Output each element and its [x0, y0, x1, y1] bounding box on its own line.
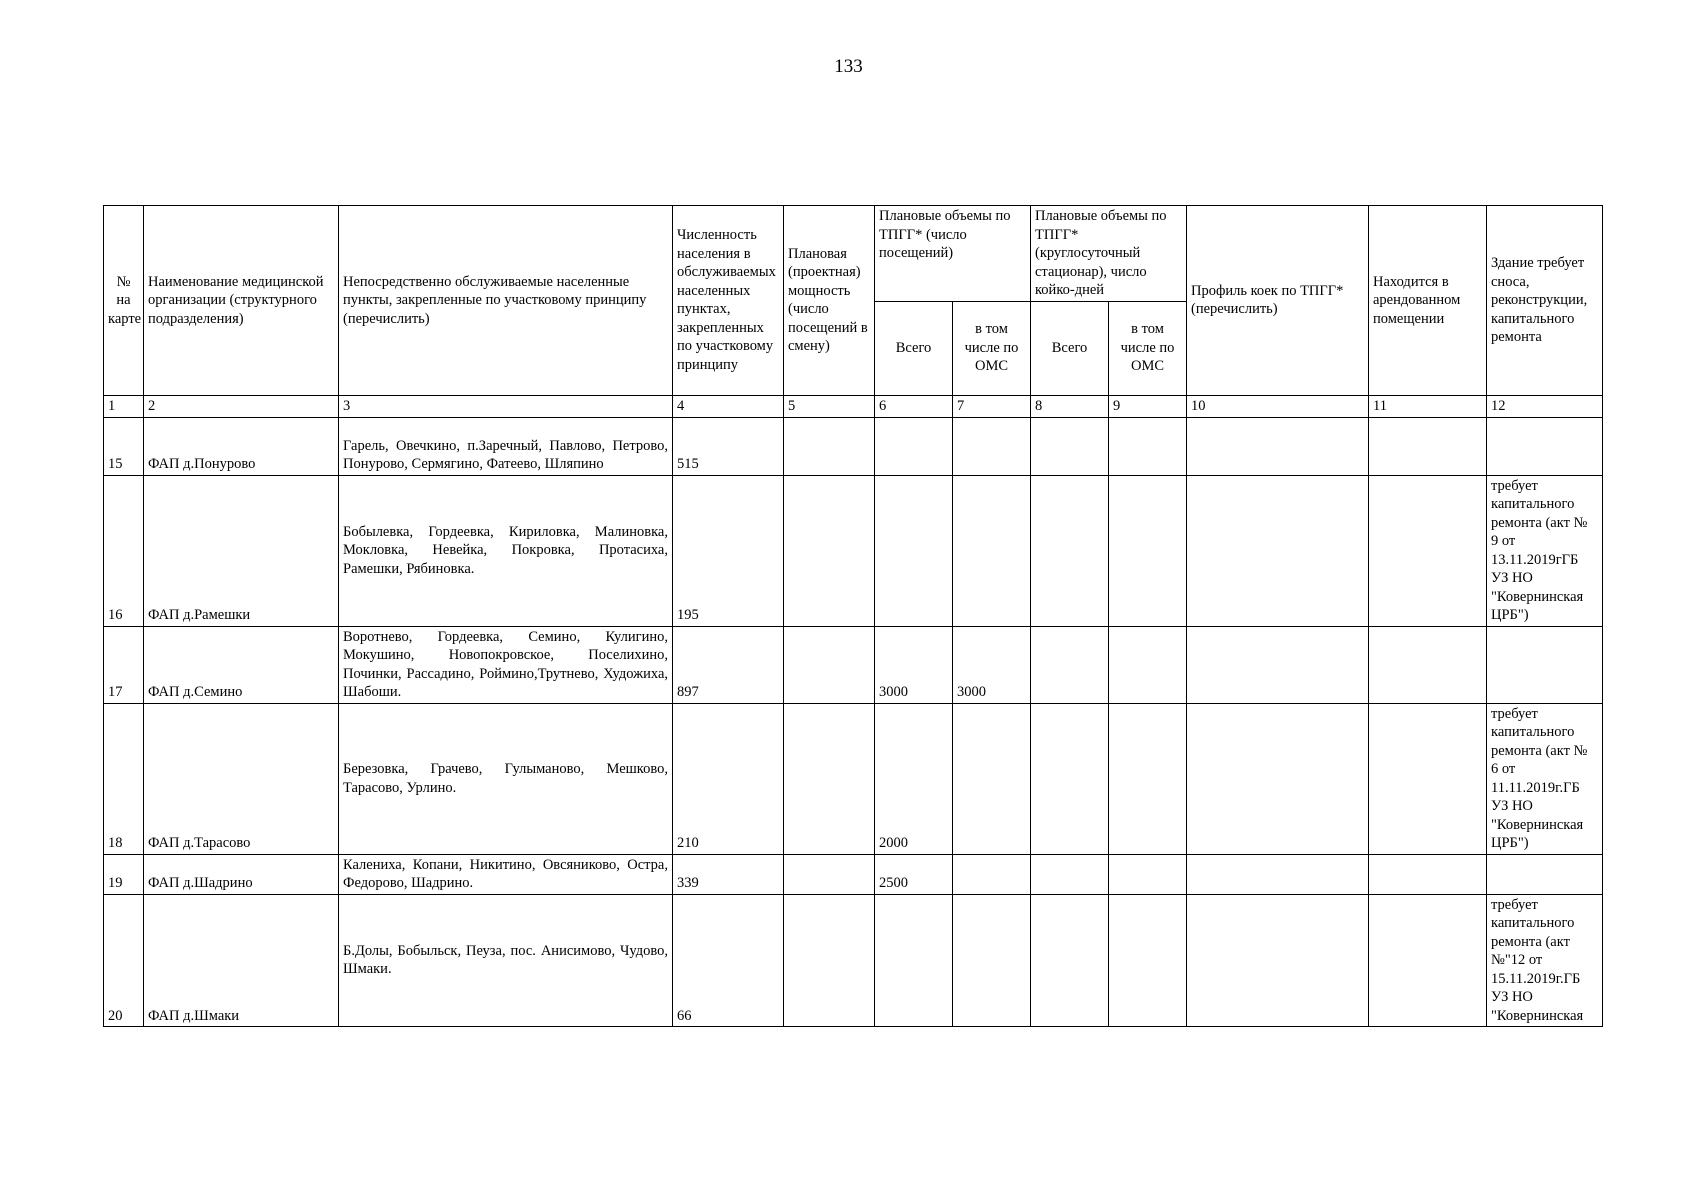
rented	[1369, 854, 1487, 894]
row-number: 20	[104, 894, 144, 1027]
organization-name: ФАП д.Рамешки	[144, 475, 339, 626]
table-row	[104, 703, 1603, 854]
bed-profile	[1187, 703, 1369, 854]
visits-total	[875, 475, 953, 626]
beds-oms	[1109, 703, 1187, 854]
page-number: 133	[834, 56, 863, 77]
header-rented: Находится в арендованном помещении	[1369, 206, 1487, 396]
building-note	[1487, 417, 1603, 475]
table-row	[104, 626, 1603, 703]
header-planned-bed-days: Плановые объемы по ТПГГ* (круглосуточный стационар), число койко-дней	[1031, 206, 1187, 302]
visits-total	[875, 417, 953, 475]
beds-total	[1031, 854, 1109, 894]
organization-name: ФАП д.Шадрино	[144, 854, 339, 894]
population: 339	[673, 854, 784, 894]
table-row	[104, 417, 1603, 475]
visits-oms: 3000	[953, 626, 1031, 703]
settlements: Калениха, Копани, Никитино, Овсяниково, Остра, Федорово, Шадрино.	[339, 854, 673, 894]
beds-total	[1031, 417, 1109, 475]
header-population: Численность населения в обслуживаемых населенных пунктах, закрепленных по участковому принципу	[673, 206, 784, 396]
visits-oms	[953, 894, 1031, 1027]
capacity	[784, 626, 875, 703]
visits-total: 3000	[875, 626, 953, 703]
beds-total	[1031, 894, 1109, 1027]
beds-total	[1031, 475, 1109, 626]
capacity	[784, 854, 875, 894]
row-number: 15	[104, 417, 144, 475]
column-number: 5	[784, 395, 875, 417]
beds-oms	[1109, 475, 1187, 626]
organization-name: ФАП д.Понурово	[144, 417, 339, 475]
column-number: 3	[339, 395, 673, 417]
beds-total	[1031, 703, 1109, 854]
column-number: 1	[104, 395, 144, 417]
bed-profile	[1187, 417, 1369, 475]
rented	[1369, 417, 1487, 475]
column-number: 9	[1109, 395, 1187, 417]
capacity	[784, 417, 875, 475]
visits-total	[875, 894, 953, 1027]
population: 195	[673, 475, 784, 626]
settlements: Гарель, Овечкино, п.Заречный, Павлово, Петрово, Понурово, Сермягино, Фатеево, Шляпино	[339, 417, 673, 475]
population: 66	[673, 894, 784, 1027]
column-number: 4	[673, 395, 784, 417]
visits-total: 2000	[875, 703, 953, 854]
settlements: Березовка, Грачево, Гулыманово, Мешково, Тарасово, Урлино.	[339, 703, 673, 854]
header-visits-total: Всего	[875, 301, 953, 395]
bed-profile	[1187, 626, 1369, 703]
visits-oms	[953, 417, 1031, 475]
facilities-table	[103, 205, 1603, 1027]
organization-name: ФАП д.Тарасово	[144, 703, 339, 854]
column-number: 8	[1031, 395, 1109, 417]
settlements: Б.Долы, Бобыльск, Пеуза, пос. Анисимово, Чудово, Шмаки.	[339, 894, 673, 1027]
population: 210	[673, 703, 784, 854]
settlements: Бобылевка, Гордеевка, Кириловка, Малиновка, Мокловка, Невейка, Покровка, Протасиха, Рамешки, Рябиновка.	[339, 475, 673, 626]
table-row	[104, 894, 1603, 1027]
bed-profile	[1187, 854, 1369, 894]
visits-oms	[953, 854, 1031, 894]
population: 515	[673, 417, 784, 475]
beds-oms	[1109, 894, 1187, 1027]
rented	[1369, 894, 1487, 1027]
capacity	[784, 894, 875, 1027]
column-number: 10	[1187, 395, 1369, 417]
header-building-repair: Здание требует сноса, реконструкции, капитального ремонта	[1487, 206, 1603, 396]
bed-profile	[1187, 894, 1369, 1027]
beds-oms	[1109, 417, 1187, 475]
column-number: 2	[144, 395, 339, 417]
column-number: 7	[953, 395, 1031, 417]
beds-total	[1031, 626, 1109, 703]
building-note	[1487, 626, 1603, 703]
table-row	[104, 854, 1603, 894]
beds-oms	[1109, 854, 1187, 894]
header-visits-oms: в том числе по ОМС	[953, 301, 1031, 395]
row-number: 16	[104, 475, 144, 626]
visits-total: 2500	[875, 854, 953, 894]
building-note: требует капитального ремонта (акт № 6 от 11.11.2019г.ГБ УЗ НО "Ковернинская ЦРБ")	[1487, 703, 1603, 854]
header-settlements: Непосредственно обслуживаемые населенные пункты, закрепленные по участковому принципу (перечислить)	[339, 206, 673, 396]
beds-oms	[1109, 626, 1187, 703]
column-number: 12	[1487, 395, 1603, 417]
capacity	[784, 475, 875, 626]
visits-oms	[953, 475, 1031, 626]
rented	[1369, 626, 1487, 703]
column-number: 11	[1369, 395, 1487, 417]
organization-name: ФАП д.Семино	[144, 626, 339, 703]
building-note	[1487, 854, 1603, 894]
rented	[1369, 475, 1487, 626]
header-capacity: Плановая (проектная) мощность (число посещений в смену)	[784, 206, 875, 396]
row-number: 17	[104, 626, 144, 703]
capacity	[784, 703, 875, 854]
visits-oms	[953, 703, 1031, 854]
bed-profile	[1187, 475, 1369, 626]
table-row	[104, 475, 1603, 626]
header-beds-total: Всего	[1031, 301, 1109, 395]
row-number: 19	[104, 854, 144, 894]
header-planned-visits: Плановые объемы по ТПГГ* (число посещений)	[875, 206, 1031, 302]
building-note: требует капитального ремонта (акт № 9 от 13.11.2019гГБ УЗ НО "Ковернинская ЦРБ")	[1487, 475, 1603, 626]
rented	[1369, 703, 1487, 854]
row-number: 18	[104, 703, 144, 854]
population: 897	[673, 626, 784, 703]
column-number: 6	[875, 395, 953, 417]
building-note: требует капитального ремонта (акт №"12 от 15.11.2019г.ГБ УЗ НО "Ковернинская	[1487, 894, 1603, 1027]
header-map-number: № на карте	[104, 206, 144, 396]
settlements: Воротнево, Гордеевка, Семино, Кулигино, Мокушино, Новопокровское, Поселихино, Починки, Рассадино, Роймино,Трутнево, Художиха, Шабоши.	[339, 626, 673, 703]
header-organization: Наименование медицинской организации (структурного подразделения)	[144, 206, 339, 396]
organization-name: ФАП д.Шмаки	[144, 894, 339, 1027]
header-beds-oms: в том числе по ОМС	[1109, 301, 1187, 395]
header-bed-profile: Профиль коек по ТПГГ* (перечислить)	[1187, 206, 1369, 396]
